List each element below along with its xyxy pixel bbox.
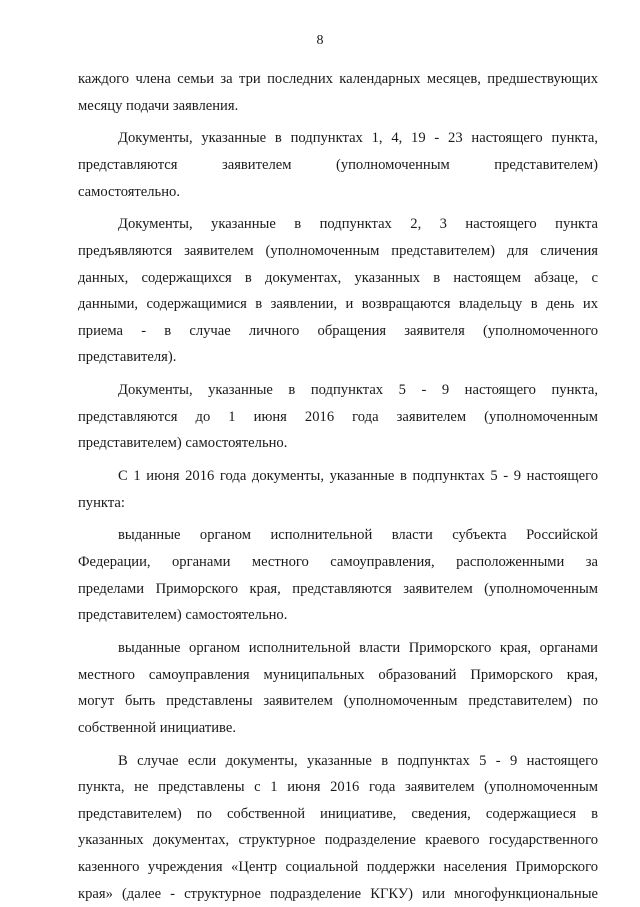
text-line: каждого члена семьи за три последних календарных месяцев, предшествующих: [78, 71, 598, 87]
text-line: представляются до 1 июня 2016 года заявителем (уполномоченным: [78, 408, 598, 425]
text-line: казенного учреждения «Центр социальной поддержки населения Приморского: [78, 858, 598, 875]
text-line: данными, содержащимися в заявлении, и возвращаются владельцу в день их: [78, 296, 598, 313]
text-line: могут быть представлены заявителем (уполномоченным представителем) по: [78, 693, 598, 710]
body-text: [78, 66, 598, 907]
text-line: края» (далее - структурное подразделение КГКУ) или многофункциональные: [78, 885, 598, 902]
paragraph: [78, 635, 598, 741]
page-number: 8: [316, 33, 324, 48]
text-line: представителем) самостоятельно.: [78, 435, 288, 452]
text-line: представителем) по собственной инициативе, сведения, содержащиеся в: [78, 805, 598, 822]
text-line: месяцу подачи заявления.: [78, 97, 239, 114]
text-line: приема - в случае личного обращения заявителя (уполномоченного: [78, 322, 598, 339]
paragraph: [78, 125, 598, 205]
text-line: пределами Приморского края, представляются заявителем (уполномоченным: [78, 580, 598, 597]
text-line: Документы, указанные в подпунктах 2, 3 настоящего пункта: [118, 216, 598, 233]
text-line: предъявляются заявителем (уполномоченным представителем) для сличения: [78, 242, 598, 259]
text-line: выданные органом исполнительной власти субъекта Российской: [118, 527, 598, 544]
text-line: пункта, не представлены с 1 июня 2016 года заявителем (уполномоченным: [78, 779, 598, 796]
paragraph: [78, 211, 598, 371]
text-line: С 1 июня 2016 года документы, указанные в подпунктах 5 - 9 настоящего: [118, 468, 598, 485]
text-line: выданные органом исполнительной власти Приморского края, органами: [118, 640, 598, 656]
text-line: пункта:: [78, 494, 125, 511]
paragraph: [78, 66, 598, 119]
text-line: Федерации, органами местного самоуправления, расположенными за: [78, 554, 598, 571]
text-line: собственной инициативе.: [78, 719, 236, 736]
text-line: местного самоуправления муниципальных образований Приморского края,: [78, 666, 598, 683]
text-line: Документы, указанные в подпунктах 1, 4, 19 - 23 настоящего пункта,: [118, 130, 598, 147]
text-line: данных, содержащихся в документах, указанных в настоящем абзаце, с: [78, 269, 598, 286]
text-line: представителя).: [78, 349, 177, 366]
text-line: Документы, указанные в подпунктах 5 - 9 настоящего пункта,: [118, 382, 598, 399]
text-line: В случае если документы, указанные в подпунктах 5 - 9 настоящего: [118, 752, 598, 769]
paragraph: [78, 463, 598, 516]
text-line: представляются заявителем (уполномоченным представителем): [78, 156, 598, 173]
text-line: самостоятельно.: [78, 183, 180, 200]
text-line: представителем) самостоятельно.: [78, 607, 288, 624]
paragraph: [78, 377, 598, 457]
text-line: указанных документах, структурное подразделение краевого государственного: [78, 832, 598, 849]
paragraph: [78, 522, 598, 628]
paragraph: [78, 748, 598, 907]
